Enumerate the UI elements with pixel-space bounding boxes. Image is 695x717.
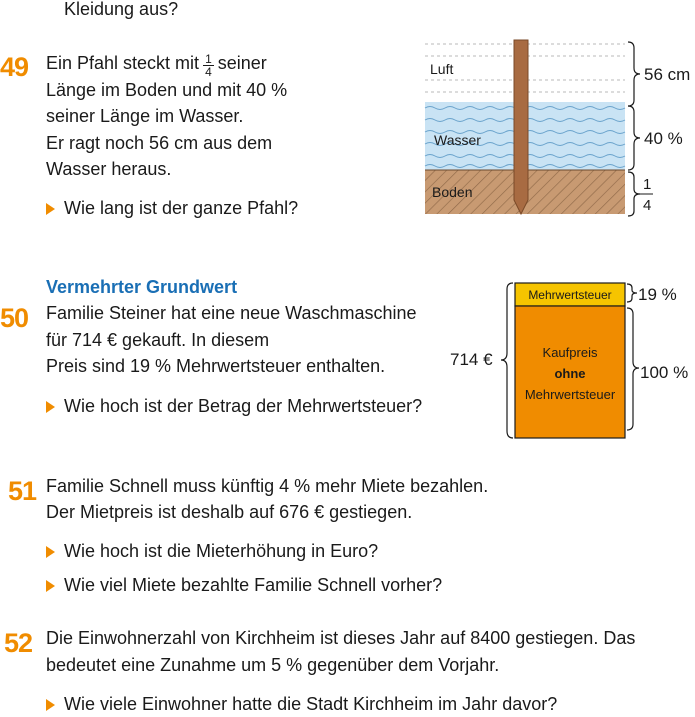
- air-length-label: 56 cm: [644, 65, 691, 84]
- air-label: Luft: [430, 61, 454, 77]
- task49-question: [46, 195, 298, 221]
- total-price-label: 714 €: [450, 350, 493, 369]
- fraction-numerator: 1: [205, 52, 212, 66]
- net-price-label-1: Kaufpreis: [542, 345, 598, 360]
- task52-line-1: Die Einwohnerzahl von Kirchheim ist dieses Jahr auf 8400 gestiegen. Das: [46, 628, 636, 648]
- ground-fraction-denominator: 4: [643, 197, 652, 214]
- fraction: [203, 53, 214, 78]
- task-number-52: 52: [4, 628, 33, 658]
- task51-question-1: [46, 538, 378, 564]
- tax-label: Mehrwertsteuer: [528, 288, 612, 302]
- fraction-denominator: 4: [205, 65, 212, 79]
- task49-line-4: Er ragt noch 56 cm aus dem: [46, 133, 273, 153]
- task52-question: [46, 691, 557, 717]
- arrow-bullet-icon: [46, 699, 55, 711]
- post-shape: [514, 40, 528, 214]
- arrow-bullet-icon: [46, 546, 55, 558]
- task51-line-1: Familie Schnell muss künftig 4 % mehr Miete bezahlen.: [46, 476, 489, 496]
- section-heading: Vermehrter Grundwert: [46, 277, 238, 297]
- arrow-bullet-icon: [46, 401, 55, 413]
- brace-icons: [628, 42, 640, 216]
- task50-line-3: Preis sind 19 % Mehrwertsteuer enthalten.: [46, 356, 386, 376]
- previous-question-end: Kleidung aus?: [64, 0, 179, 19]
- task51-question-2-text: Wie viel Miete bezahlte Familie Schnell vorher?: [64, 575, 443, 595]
- task50-line-1: Familie Steiner hat eine neue Waschmaschine: [46, 303, 417, 323]
- task49-question-text: Wie lang ist der ganze Pfahl?: [64, 198, 299, 218]
- tax-percent-label: 19 %: [638, 285, 677, 304]
- task50-line-2: für 714 € gekauft. In diesem: [46, 330, 270, 350]
- net-price-label-3: Mehrwertsteuer: [524, 387, 616, 402]
- task52-question-text: Wie viele Einwohner hatte die Stadt Kirchheim im Jahr davor?: [64, 694, 558, 714]
- task52-line-2: bedeutet eine Zunahme um 5 % gegenüber dem Vorjahr.: [46, 655, 500, 675]
- task50-question-text: Wie hoch ist der Betrag der Mehrwertsteuer?: [64, 396, 423, 416]
- arrow-bullet-icon: [46, 580, 55, 592]
- water-percent-label: 40 %: [644, 129, 683, 148]
- task49-line-5: Wasser heraus.: [46, 159, 172, 179]
- task49-line-1: [46, 50, 267, 78]
- water-label: Wasser: [434, 132, 481, 148]
- net-price-label-2: ohne: [554, 366, 586, 381]
- post-diagram: [420, 38, 695, 218]
- task50-question: [46, 393, 422, 419]
- task49-line-3: seiner Länge im Wasser.: [46, 106, 244, 126]
- task-number-51: 51: [8, 476, 37, 506]
- net-percent-label: 100 %: [640, 363, 689, 382]
- task-number-49: 49: [0, 52, 29, 82]
- task49-text-1a: Ein Pfahl steckt mit: [46, 53, 200, 73]
- ground-label: Boden: [432, 184, 473, 200]
- task51-question-2: [46, 572, 442, 598]
- task51-question-1-text: Wie hoch ist die Mieterhöhung in Euro?: [64, 541, 379, 561]
- task49-text-1b: seiner: [217, 53, 267, 73]
- task49-line-2: Länge im Boden und mit 40 %: [46, 80, 288, 100]
- ground-fraction-numerator: 1: [643, 176, 652, 193]
- task51-line-2: Der Mietpreis ist deshalb auf 676 € gestiegen.: [46, 502, 413, 522]
- task-number-50: 50: [0, 303, 29, 333]
- price-diagram: [445, 278, 695, 444]
- arrow-bullet-icon: [46, 203, 55, 215]
